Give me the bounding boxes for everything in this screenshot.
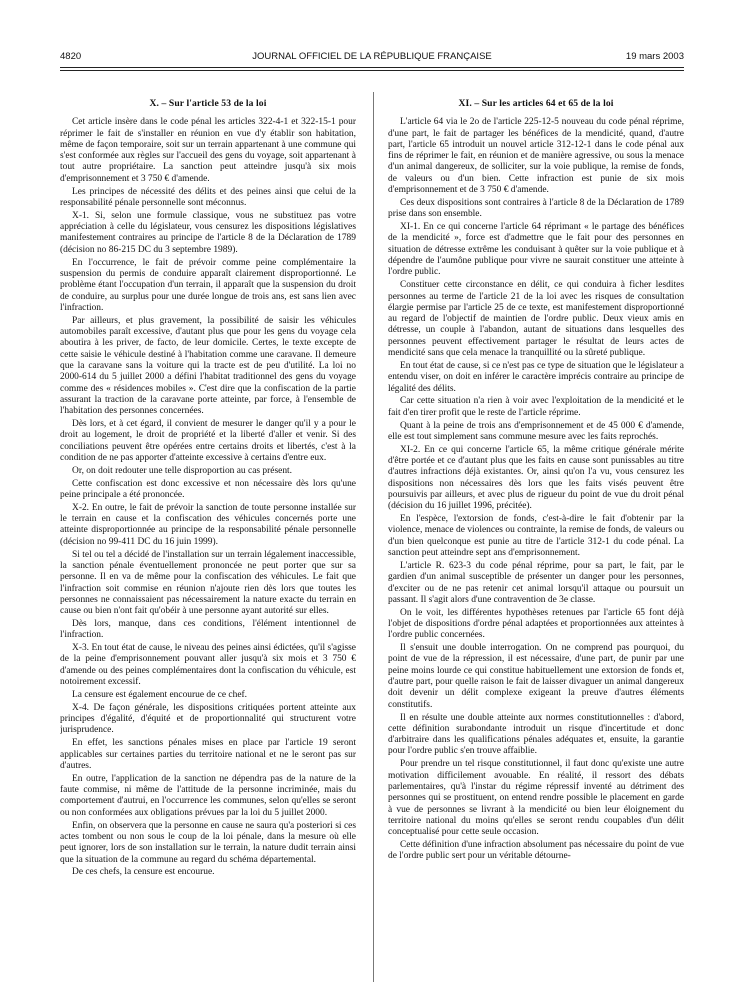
paragraph: X-2. En outre, le fait de prévoir la sanction de toute personne installée sur le terrain en cause et la confiscation des véhicules concernés porte une atteinte disproportionnée au principe de la responsabilité pénale personnelle (décision no 99-411 DC du 16 juin 1999). (60, 502, 356, 547)
left-column (60, 98, 356, 978)
paragraph: Il s'ensuit une double interrogation. On ne comprend pas pourquoi, du point de vue de la répression, il est nécessaire, d'une part, de punir par une peine moins lourde ce qui constitue habituellement une extorsion de fonds et, d'autre part, pour quelle raison le fait de laisser divaguer un animal dangereux doit devenir un délit complexe exigeant la preuve d'autres éléments constitutifs. (388, 643, 684, 710)
paragraph: Enfin, on observera que la personne en cause ne saura qu'a posteriori si ces actes tombent ou non sous le coup de la loi pénale, dans la mesure où elle peut ignorer, lors de son installation sur le terrain, la nature dudit terrain ainsi que la situation de la commune au regard du schéma départemental. (60, 820, 356, 865)
paragraph: Ces deux dispositions sont contraires à l'article 8 de la Déclaration de 1789 prise dans son ensemble. (388, 197, 684, 220)
paragraph: Les principes de nécessité des délits et des peines ainsi que celui de la responsabilité pénale personnelle sont méconnus. (60, 186, 356, 208)
paragraph: Or, on doit redouter une telle disproportion au cas présent. (72, 465, 293, 476)
paragraph: La censure est également encourue de ce chef. (72, 689, 248, 700)
paragraph: Dès lors, et à cet égard, il convient de mesurer le danger qu'il y a pour le droit au logement, le droit de propriété et la liberté d'aller et venir. Si des conciliations peuvent être opérées entre certains droits et libertés, c'est à la condition de ne pas apporter d'atteinte excessive à certains d'entre eux. (60, 418, 356, 463)
right-column (388, 98, 684, 978)
paragraph: Cet article insère dans le code pénal les articles 322-4-1 et 322-15-1 pour réprimer le fait de s'installer en réunion en vue d'y établir son habitation, même de façon temporaire, soit sur un terrain appartenant à une commune qui s'est conformée aux règles sur l'accueil des gens du voyage, soit appartenant à tout autre propriétaire. La sanction peut atteindre jusqu'à six mois d'emprisonnement et 3 750 € d'amende. (60, 117, 356, 184)
paragraph: Cette définition d'une infraction absolument pas nécessaire du point de vue de l'ordre public sert pour un véritable détourne- (388, 840, 684, 862)
page-header (60, 48, 684, 64)
paragraph: Si tel ou tel a décidé de l'installation sur un terrain légalement inaccessible, la sanction pénale éventuellement prononcée ne peut porter que sur sa personne. Il en va de même pour la confiscation des véhicules. Le fait que l'infraction soit commise en réunion n'ajoute rien dès lors que toutes les personnes ne connaissaient pas nécessairement la nature exacte du terrain en cause ou bien n'ont fait qu'obéir à une personne ayant autorité sur elles. (60, 549, 356, 617)
header-rule-bottom (60, 70, 684, 71)
paragraph: En effet, les sanctions pénales mises en place par l'article 19 seront applicables sur certaines parties du territoire national et ne le seront pas sur d'autres. (60, 738, 356, 771)
paragraph: L'article R. 623-3 du code pénal réprime, pour sa part, le fait, par le gardien d'un animal susceptible de présenter un danger pour les personnes, d'exciter ou de ne pas retenir cet animal lorsqu'il attaque ou poursuit un passant. Il s'agit alors d'une contravention de 3e classe. (388, 560, 684, 605)
paragraph: Quant à la peine de trois ans d'emprisonnement et de 45 000 € d'amende, elle est tout simplement sans commune mesure avec les faits reprochés. (388, 420, 684, 442)
paragraph: Constituer cette circonstance en délit, ce qui conduira à ficher lesdites personnes au terme de l'article 21 de la loi avec les risques de consultation élargie permise par l'article 25 de ce texte, est manifestement disproportionné au regard de l'objectif de maintien de l'ordre public. Deux vieux amis en détresse, un couple à l'abandon, autant de situations dans lesquelles des personnes peuvent effectivement partager le résultat de leurs actes de mendicité sans que cela menace la tranquillité ou la sûreté publique. (388, 280, 684, 359)
paragraph: Pour prendre un tel risque constitutionnel, il faut donc qu'existe une autre motivation difficilement avouable. En réalité, il ressort des débats parlementaires, qu'à l'instar du régime répressif inventé au détriment des personnes qui se prostituent, on entend rendre possible le placement en garde à vue de personnes se livrant à la mendicité ou bien leur éloignement du territoire national du moins qu'elles se seront rendu coupables d'un délit conceptualisé pour cette seule occasion. (388, 759, 684, 838)
section-heading-x: X. – Sur l'article 53 de la loi (149, 98, 267, 109)
paragraph: En l'occurrence, le fait de prévoir comme peine complémentaire la suspension du permis de conduire apparaît clairement disproportionné. Le problème étant l'occupation d'un terrain, il apparaît que la suspension du droit de conduire, au surplus pour une durée longue de trois ans, est sans lien avec l'infraction. (60, 257, 356, 313)
paragraph: Car cette situation n'a rien à voir avec l'exploitation de la mendicité et le fait d'en tirer profit que le reste de l'article réprime. (388, 396, 684, 418)
paragraph: Il en résulte une double atteinte aux normes constitutionnelles : d'abord, cette définition surabondante introduit un risque d'incertitude et donc d'arbitraire dans les qualifications pénales adéquates et, ensuite, la garantie pour l'ordre public s'en trouve affaiblie. (388, 712, 684, 757)
header-rule-top (60, 67, 684, 68)
paragraph: En tout état de cause, si ce n'est pas ce type de situation que le législateur a entendu viser, on doit en inférer le caractère imprécis contraire au principe de légalité des délits. (388, 360, 684, 394)
paragraph: X-1. Si, selon une formule classique, vous ne substituez pas votre appréciation à celle du législateur, vous censurez les dispositions législatives manifestement contraires au principe de l'article 8 de la Déclaration de 1789 (décision no 86-215 DC du 3 septembre 1989). (60, 210, 356, 255)
column-divider (373, 92, 374, 982)
paragraph: L'article 64 via le 2o de l'article 225-12-5 nouveau du code pénal réprime, d'une part, le fait de partager les bénéfices de la mendicité, quand, d'autre part, l'article 65 introduit un nouvel article 312-12-1 dans le code pénal aux fins de réprimer le fait, en réunion et de manière agressive, ou sous la menace d'un animal dangereux, de solliciter, sur la voie publique, la remise de fonds, de valeurs ou d'un bien. Cette infraction est punie de six mois d'emprisonnement et de 3 750 € d'amende. (388, 117, 684, 196)
paragraph: Par ailleurs, et plus gravement, la possibilité de saisir les véhicules automobiles paraît excessive, d'autant plus que pour les gens du voyage cela aboutira à les priver, de facto, de leur domicile. Certes, le texte excepte de cette saisie le véhicule destiné à l'habitation comme une caravane. Il demeure que la caravane sans la voiture qui la tracte est de peu d'utilité. La loi no 2000-614 du 5 juillet 2000 a défini l'habitat traditionnel des gens du voyage comme des « résidences mobiles ». C'est dire que la confiscation de la partie assurant la traction de la caravane porte atteinte, par force, à l'ensemble de l'habitation des personnes concernées. (60, 315, 356, 417)
paragraph: Cette confiscation est donc excessive et non nécessaire dès lors qu'une peine principale a été prononcée. (60, 478, 356, 500)
paragraph: X-3. En tout état de cause, le niveau des peines ainsi édictées, qu'il s'agisse de la peine d'emprisonnement pouvant aller jusqu'à six mois et 3 750 € d'amende ou des peines complémentaires dont la confiscation du véhicule, est notoirement excessif. (60, 643, 356, 688)
left-paragraphs (60, 117, 356, 878)
paragraph: En outre, l'application de la sanction ne dépendra pas de la nature de la faute commise, ni même de l'attitude de la personne incriminée, mais du comportement d'autrui, en l'occurrence les communes, selon qu'elles se seront ou non conformées aux obligations prévues par la loi du 5 juillet 2000. (60, 773, 356, 818)
issue-date: 19 mars 2003 (625, 51, 684, 62)
journal-title: JOURNAL OFFICIEL DE LA RÉPUBLIQUE FRANÇAISE (252, 51, 492, 62)
right-paragraphs (388, 117, 684, 862)
paragraph: X-4. De façon générale, les dispositions critiquées portent atteinte aux principes d'égalité, d'équité et de proportionnalité qui structurent votre jurisprudence. (60, 702, 356, 736)
paragraph: XI-2. En ce qui concerne l'article 65, la même critique générale mérite d'être portée et ce d'autant plus que les faits en cause sont punissables au titre d'autres infractions déjà existantes. Or, ainsi qu'on l'a vu, vous censurez les dispositions non nécessaires dès lors que les faits visés peuvent être poursuivis par ailleurs, et avec plus de rigueur du point de vue du droit pénal (décision du 16 juillet 1996, précitée). (388, 444, 684, 512)
section-heading-xi: XI. – Sur les articles 64 et 65 de la loi (458, 98, 614, 109)
paragraph: On le voit, les différentes hypothèses retenues par l'article 65 font déjà l'objet de dispositions d'ordre pénal adaptées et proportionnées aux atteintes à l'ordre public concernées. (388, 607, 684, 641)
paragraph: De ces chefs, la censure est encourue. (72, 867, 215, 878)
paragraph: Dès lors, manque, dans ces conditions, l'élément intentionnel de l'infraction. (60, 619, 356, 641)
paragraph: En l'espèce, l'extorsion de fonds, c'est-à-dire le fait d'obtenir par la violence, menace de violences ou contrainte, la remise de fonds, de valeurs ou d'un bien quelconque est punie au titre de l'article 312-1 du code pénal. La sanction peut atteindre sept ans d'emprisonnement. (388, 514, 684, 559)
page-number: 4820 (60, 51, 82, 62)
paragraph: XI-1. En ce qui concerne l'article 64 réprimant « le partage des bénéfices de la mendicité », force est d'admettre que le fait pour des personnes en situation de détresse extrême les conduisant à quêter sur la voie publique et à dépendre de l'aumône publique pour vivre ne saurait constituer une atteinte à l'ordre public. (388, 222, 684, 278)
